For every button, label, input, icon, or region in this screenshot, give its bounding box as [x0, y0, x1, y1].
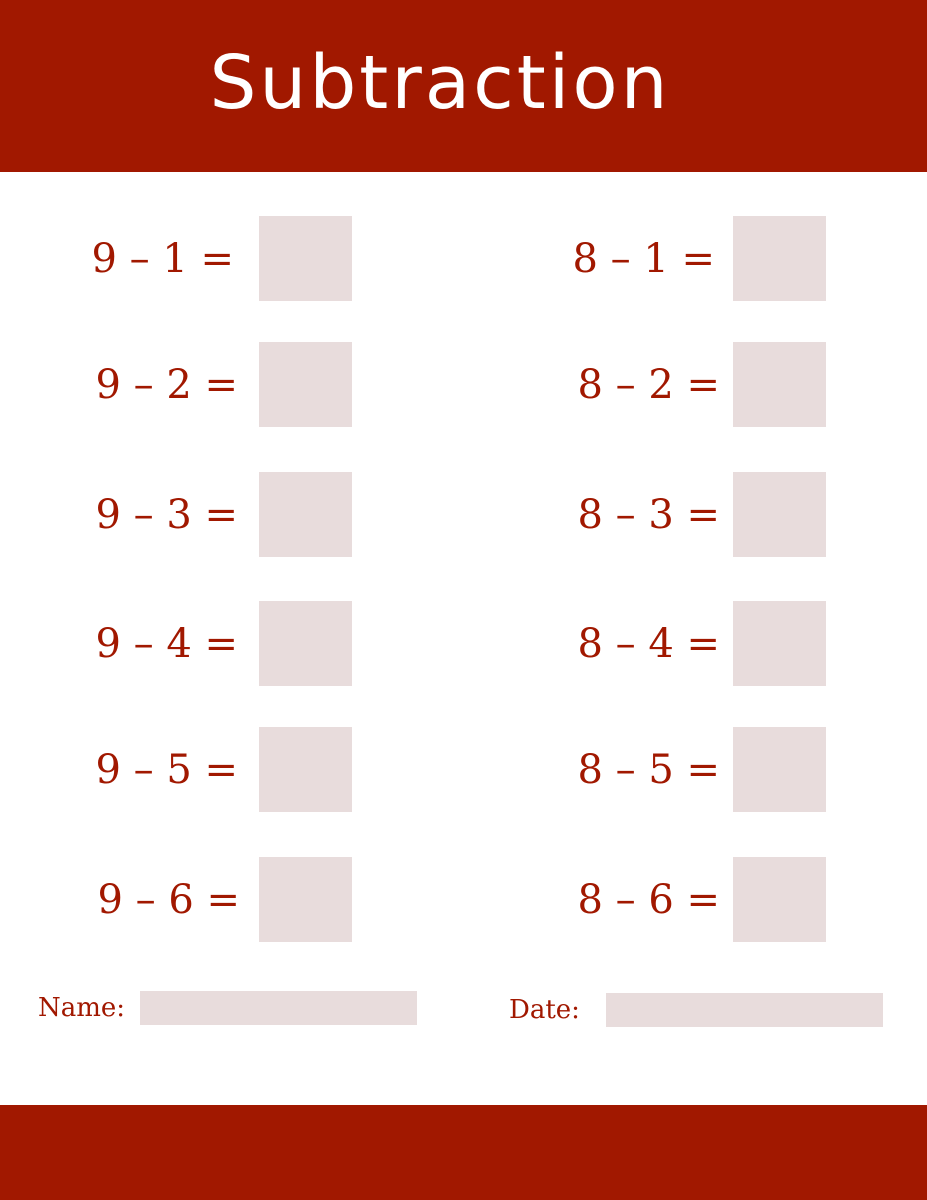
page-title: Subtraction [209, 40, 671, 126]
problem-expression: 9 – 4 = [95, 621, 238, 667]
date-label: Date: [509, 995, 580, 1025]
problem-right-4 [0, 601, 900, 687]
problem-expression: 8 – 4 = [577, 621, 720, 667]
problem-expression: 9 – 6 = [97, 877, 240, 923]
answer-box[interactable] [733, 727, 826, 812]
problem-expression: 8 – 6 = [577, 877, 720, 923]
problem-expression: 9 – 5 = [95, 747, 238, 793]
answer-box[interactable] [733, 342, 826, 427]
problem-expression: 9 – 2 = [95, 362, 238, 408]
problem-expression: 8 – 5 = [577, 747, 720, 793]
date-field[interactable] [606, 993, 883, 1027]
problem-expression: 8 – 1 = [572, 236, 715, 282]
name-field[interactable] [140, 991, 417, 1025]
answer-box[interactable] [733, 857, 826, 942]
problem-right-5 [0, 727, 900, 813]
problem-expression: 9 – 1 = [91, 236, 234, 282]
problem-right-6 [0, 857, 900, 943]
problem-expression: 8 – 2 = [577, 362, 720, 408]
answer-box[interactable] [733, 216, 826, 301]
footer-banner [0, 1105, 927, 1200]
name-label: Name: [38, 993, 126, 1023]
problem-right-3 [0, 472, 900, 558]
answer-box[interactable] [733, 472, 826, 557]
answer-box[interactable] [733, 601, 826, 686]
problem-right-2 [0, 342, 900, 428]
problem-expression: 9 – 3 = [95, 492, 238, 538]
problem-expression: 8 – 3 = [577, 492, 720, 538]
problem-right-1 [0, 216, 900, 302]
